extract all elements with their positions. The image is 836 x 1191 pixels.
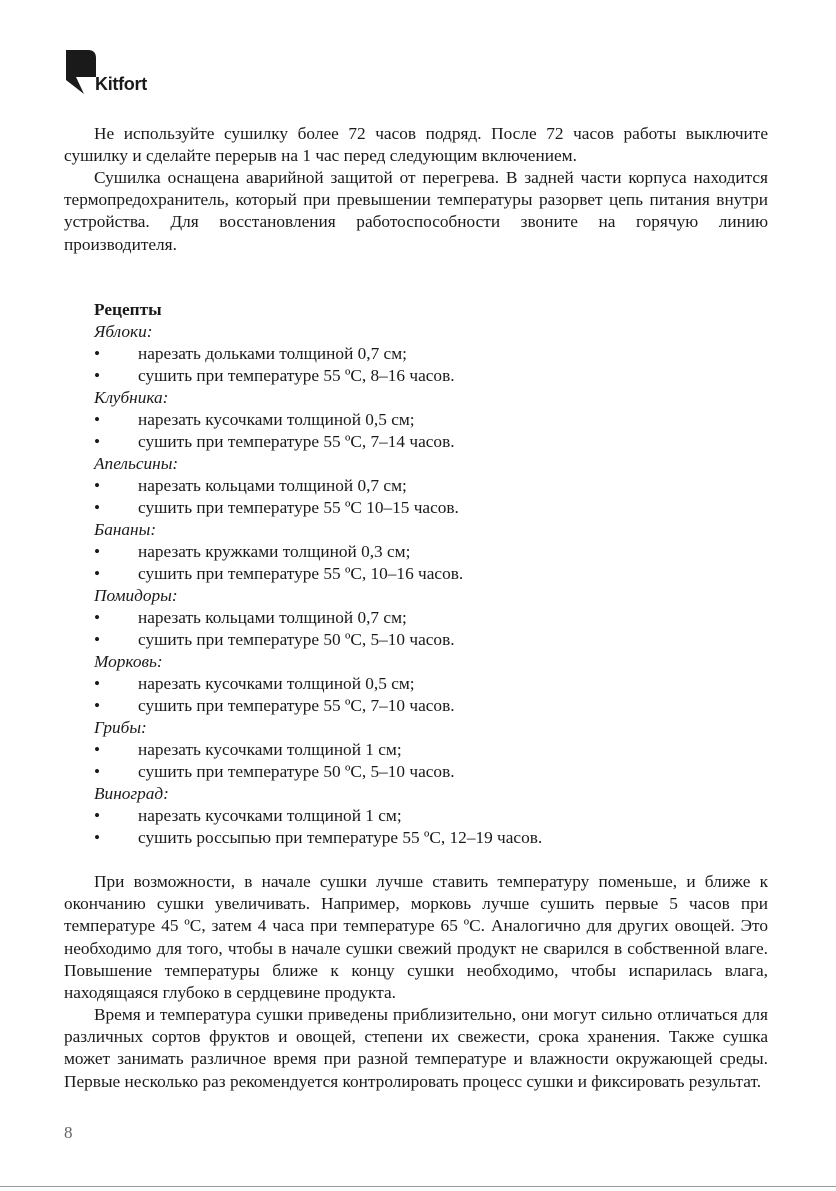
recipe-steps (94, 673, 774, 717)
bullet-icon: • (94, 806, 101, 825)
recipe-steps (94, 739, 774, 783)
recipe-name: Виноград: (94, 784, 169, 803)
recipe-step-text: сушить при температуре 50 ºС, 5–10 часов. (138, 630, 455, 649)
recipe-name: Бананы: (94, 520, 157, 539)
recipe-name: Клубника: (94, 388, 169, 407)
recipe-step-text: нарезать кусочками толщиной 1 см; (138, 806, 402, 825)
paragraph-overheat-protection: Сушилка оснащена аварийной защитой от перегрева. В задней части корпуса находится термопредохранитель, который при превышении температуры разорвет цепь питания внутри устройства. Для восстановления работоспособности звоните на горячую линию производителя. (64, 168, 768, 254)
recipe-steps (94, 409, 774, 453)
bullet-icon: • (94, 366, 101, 385)
recipe-step (94, 739, 774, 761)
bullet-icon: • (94, 476, 101, 495)
recipe-step (94, 607, 774, 629)
bullet-icon: • (94, 542, 101, 561)
recipe-block (94, 717, 774, 783)
recipe-step-text: сушить россыпью при температуре 55 ºС, 12–19 часов. (138, 828, 543, 847)
recipe-block (94, 321, 774, 387)
bullet-icon: • (94, 498, 101, 517)
recipe-step (94, 431, 774, 453)
recipe-step (94, 343, 774, 365)
recipe-name: Морковь: (94, 652, 163, 671)
recipe-step-text: нарезать дольками толщиной 0,7 см; (138, 344, 407, 363)
recipe-name: Апельсины: (94, 454, 179, 473)
kitfort-logo-icon (66, 50, 96, 94)
recipe-step (94, 497, 774, 519)
recipe-step (94, 409, 774, 431)
recipe-steps (94, 607, 774, 651)
recipe-step (94, 563, 774, 585)
recipe-step (94, 805, 774, 827)
recipe-step-text: сушить при температуре 55 ºС, 7–10 часов. (138, 696, 455, 715)
recipe-steps (94, 343, 774, 387)
paragraph-continuous-use: Не используйте сушилку более 72 часов подряд. После 72 часов работы выключите сушилку и сделайте перерыв на 1 час перед следующим включением. (64, 124, 768, 166)
recipe-block (94, 783, 774, 849)
recipe-name: Помидоры: (94, 586, 178, 605)
recipe-steps (94, 541, 774, 585)
recipe-step (94, 365, 774, 387)
bullet-icon: • (94, 630, 101, 649)
recipe-steps (94, 475, 774, 519)
recipe-name: Яблоки: (94, 322, 153, 341)
bullet-icon: • (94, 674, 101, 693)
bullet-icon: • (94, 762, 101, 781)
recipe-step-text: нарезать кольцами толщиной 0,7 см; (138, 476, 407, 495)
recipe-step (94, 673, 774, 695)
recipe-step-text: сушить при температуре 55 ºС 10–15 часов. (138, 498, 459, 517)
recipe-block (94, 453, 774, 519)
bullet-icon: • (94, 564, 101, 583)
recipe-step-text: сушить при температуре 55 ºС, 10–16 часов. (138, 564, 464, 583)
bullet-icon: • (94, 740, 101, 759)
recipe-step-text: сушить при температуре 50 ºС, 5–10 часов. (138, 762, 455, 781)
bullet-icon: • (94, 696, 101, 715)
bullet-icon: • (94, 432, 101, 451)
recipe-step-text: сушить при температуре 55 ºС, 7–14 часов. (138, 432, 455, 451)
recipe-block (94, 585, 774, 651)
recipe-step-text: нарезать кружками толщиной 0,3 см; (138, 542, 411, 561)
recipe-step (94, 761, 774, 783)
bullet-icon: • (94, 608, 101, 627)
paragraph-temperature-advice: При возможности, в начале сушки лучше ставить температуру поменьше, и ближе к окончанию сушки увеличивать. Например, морковь лучше сушить первые 5 часов при температуре 45 ºС, затем 4 часа при температуре 65 ºС. Аналогично для других овощей. Это необходимо для того, чтобы в начале сушки свежий продукт не сварился в собственной влаге. Повышение температуры ближе к концу сушки необходимо, чтобы испарилась влага, находящаяся глубоко в сердцевине продукта. (64, 872, 768, 1003)
recipe-list (94, 321, 774, 849)
bullet-icon: • (94, 828, 101, 847)
recipe-step-text: нарезать кусочками толщиной 0,5 см; (138, 674, 415, 693)
recipe-block (94, 519, 774, 585)
bullet-icon: • (94, 344, 101, 363)
recipe-step (94, 695, 774, 717)
paragraph-time-disclaimer: Время и температура сушки приведены приблизительно, они могут сильно отличаться для различных сортов фруктов и овощей, степени их свежести, срока хранения. Также сушка может занимать различное время при разной температуре и влажности окружающей среды. Первые несколько раз рекомендуется контролировать процесс сушки и фиксировать результат. (64, 1005, 768, 1091)
recipe-step-text: сушить при температуре 55 ºС, 8–16 часов. (138, 366, 455, 385)
recipe-step (94, 629, 774, 651)
recipe-name: Грибы: (94, 718, 147, 737)
recipe-step (94, 827, 774, 849)
recipe-step-text: нарезать кусочками толщиной 0,5 см; (138, 410, 415, 429)
recipe-steps (94, 805, 774, 849)
brand-name: Kitfort (95, 74, 147, 94)
page-number: 8 (64, 1123, 73, 1142)
recipe-step (94, 475, 774, 497)
recipe-block (94, 651, 774, 717)
recipe-step (94, 541, 774, 563)
recipe-block (94, 387, 774, 453)
recipe-step-text: нарезать кусочками толщиной 1 см; (138, 740, 402, 759)
recipe-step-text: нарезать кольцами толщиной 0,7 см; (138, 608, 407, 627)
recipes-section (94, 299, 774, 849)
page-bottom-rule (0, 1186, 836, 1187)
bullet-icon: • (94, 410, 101, 429)
recipes-heading: Рецепты (94, 300, 162, 319)
